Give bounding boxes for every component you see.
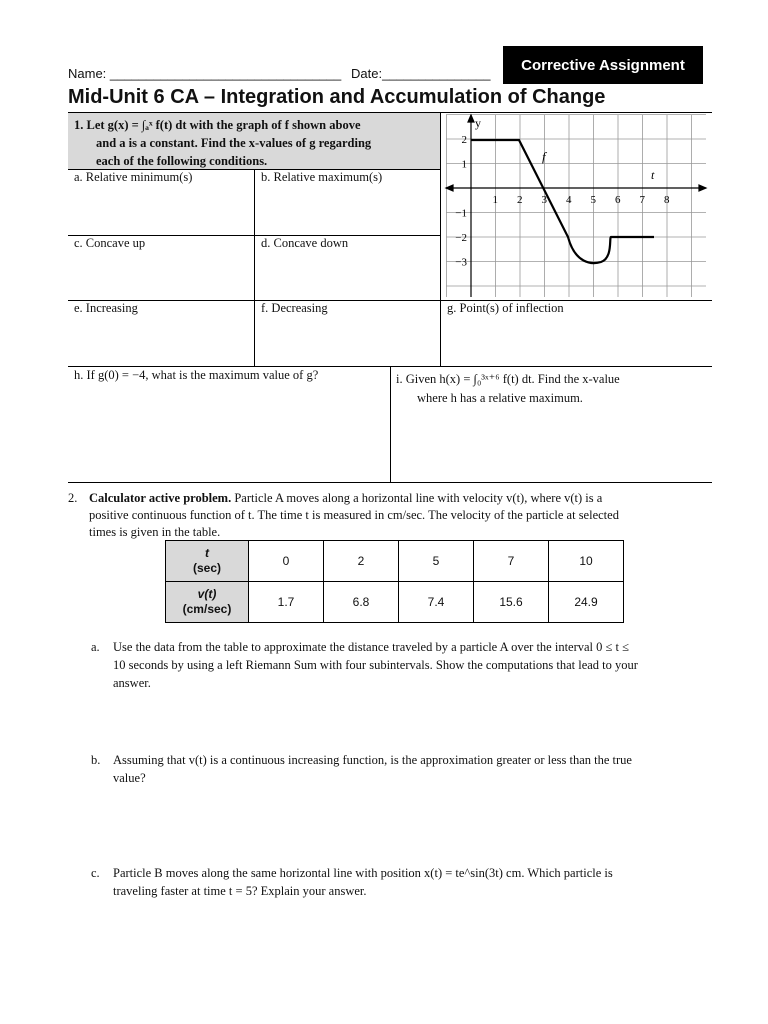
grid-col-3 xyxy=(390,366,391,482)
table-cell: 0 xyxy=(249,541,324,582)
corrective-assignment-badge: Corrective Assignment xyxy=(503,46,703,84)
q1b-label: b. Relative maximum(s) xyxy=(261,170,383,184)
t-header-unit: (sec) xyxy=(192,561,221,575)
x-tick-label: 6 xyxy=(615,194,621,206)
v-header-symbol: v(t) xyxy=(197,587,217,601)
x-tick-label: 4 xyxy=(566,194,572,206)
q2-line3: times is given in the table. xyxy=(89,525,221,539)
q2b-label: b. xyxy=(91,753,101,767)
f-curve xyxy=(471,140,654,263)
table-cell: 24.9 xyxy=(549,582,624,623)
table-cell: 10 xyxy=(549,541,624,582)
q2a-line1: Use the data from the table to approximate the distance traveled by a particle A over the interval 0 ≤ t ≤ xyxy=(113,640,629,654)
q2c-line1: Particle B moves along the same horizontal line with position x(t) = te^sin(3t) cm. Which particle is xyxy=(113,866,613,880)
name-field-label: Name: ________________________________ xyxy=(68,66,342,81)
q1f-label: f. Decreasing xyxy=(261,301,328,315)
q1-prompt xyxy=(74,116,434,170)
table-cell: 7 xyxy=(474,541,549,582)
q1e-label: e. Increasing xyxy=(74,301,138,315)
q2b-line2: value? xyxy=(113,771,146,785)
y-tick-label: 1 xyxy=(461,158,467,171)
q2-line1 xyxy=(89,490,602,507)
table-cell: 2 xyxy=(324,541,399,582)
q2a-line3: answer. xyxy=(113,676,151,690)
q2c-label: c. xyxy=(91,866,100,880)
q1g-label: g. Point(s) of inflection xyxy=(447,301,564,315)
y-axis-label: y xyxy=(475,116,481,130)
t-header-symbol: t xyxy=(205,546,209,560)
y-tick-label: 2 xyxy=(461,134,467,146)
q1i-label-line1: i. Given h(x) = ∫₀³ˣ⁺⁶ f(t) dt. Find the x-value xyxy=(396,372,620,386)
x-tick-label: 7 xyxy=(639,194,645,206)
q1-prompt-line1: 1. Let g(x) = ∫ₐˣ f(t) dt with the graph of f shown above xyxy=(74,118,361,132)
grid-rule-3 xyxy=(68,300,712,301)
x-tick-labels xyxy=(493,194,671,206)
q1-prompt-line3: each of the following conditions. xyxy=(96,154,268,168)
v-header-unit: (cm/sec) xyxy=(182,602,232,616)
x-tick-label: 3 xyxy=(541,194,547,206)
y-tick-label: −2 xyxy=(455,232,467,244)
q2-line2: positive continuous function of t. The time t is measured in cm/sec. The velocity of the particle at selected xyxy=(89,508,619,522)
q1a-label: a. Relative minimum(s) xyxy=(74,170,193,184)
x-tick-label: 5 xyxy=(590,194,596,206)
grid-rule-5 xyxy=(68,482,712,483)
table-cell: 6.8 xyxy=(324,582,399,623)
y-tick-labels xyxy=(455,134,467,269)
date-field-label: Date:_______________ xyxy=(351,66,491,81)
q2a-line2: 10 seconds by using a left Riemann Sum with four subintervals. Show the computations that lead to your xyxy=(113,658,638,672)
table-cell: 15.6 xyxy=(474,582,549,623)
velocity-table xyxy=(165,540,624,623)
t-axis-arrow xyxy=(699,185,706,191)
y-axis-arrow xyxy=(468,115,474,122)
q2c-line2: traveling faster at time t = 5? Explain your answer. xyxy=(113,884,367,898)
table-row-v xyxy=(166,582,624,623)
y-tick-label: −1 xyxy=(455,207,467,220)
grid-col-1 xyxy=(254,169,255,366)
table-header-v xyxy=(166,582,249,623)
q1d-label: d. Concave down xyxy=(261,236,349,250)
table-header-t xyxy=(166,541,249,582)
table-cell: 5 xyxy=(399,541,474,582)
f-graph xyxy=(441,113,711,299)
q1-prompt-line2: and a is a constant. Find the x-values of g regarding xyxy=(96,136,372,150)
table-row-t xyxy=(166,541,624,582)
page-title: Mid-Unit 6 CA – Integration and Accumulation of Change xyxy=(68,86,606,108)
q1c-label: c. Concave up xyxy=(74,236,146,250)
t-axis-label: t xyxy=(651,168,655,182)
x-tick-label: 2 xyxy=(517,194,523,206)
t-axis-arrow-left xyxy=(446,185,453,191)
table-cell: 7.4 xyxy=(399,582,474,623)
q1h-label: h. If g(0) = −4, what is the maximum value of g? xyxy=(74,368,319,382)
q2-calc-active: Calculator active problem. xyxy=(89,491,232,505)
x-tick-label: 1 xyxy=(492,194,498,206)
q2-number: 2. xyxy=(68,491,78,505)
table-cell: 1.7 xyxy=(249,582,324,623)
q1i-label-line2: where h has a relative maximum. xyxy=(417,391,583,405)
q2a-label: a. xyxy=(91,640,100,654)
x-tick-label: 8 xyxy=(664,194,670,206)
q2-line1-rest: Particle A moves along a horizontal line with velocity v(t), where v(t) is a xyxy=(234,491,603,505)
q2b-line1: Assuming that v(t) is a continuous increasing function, is the approximation greater or less than the true xyxy=(113,753,632,767)
f-curve-label: f xyxy=(542,149,546,164)
y-tick-label: −3 xyxy=(455,256,467,269)
